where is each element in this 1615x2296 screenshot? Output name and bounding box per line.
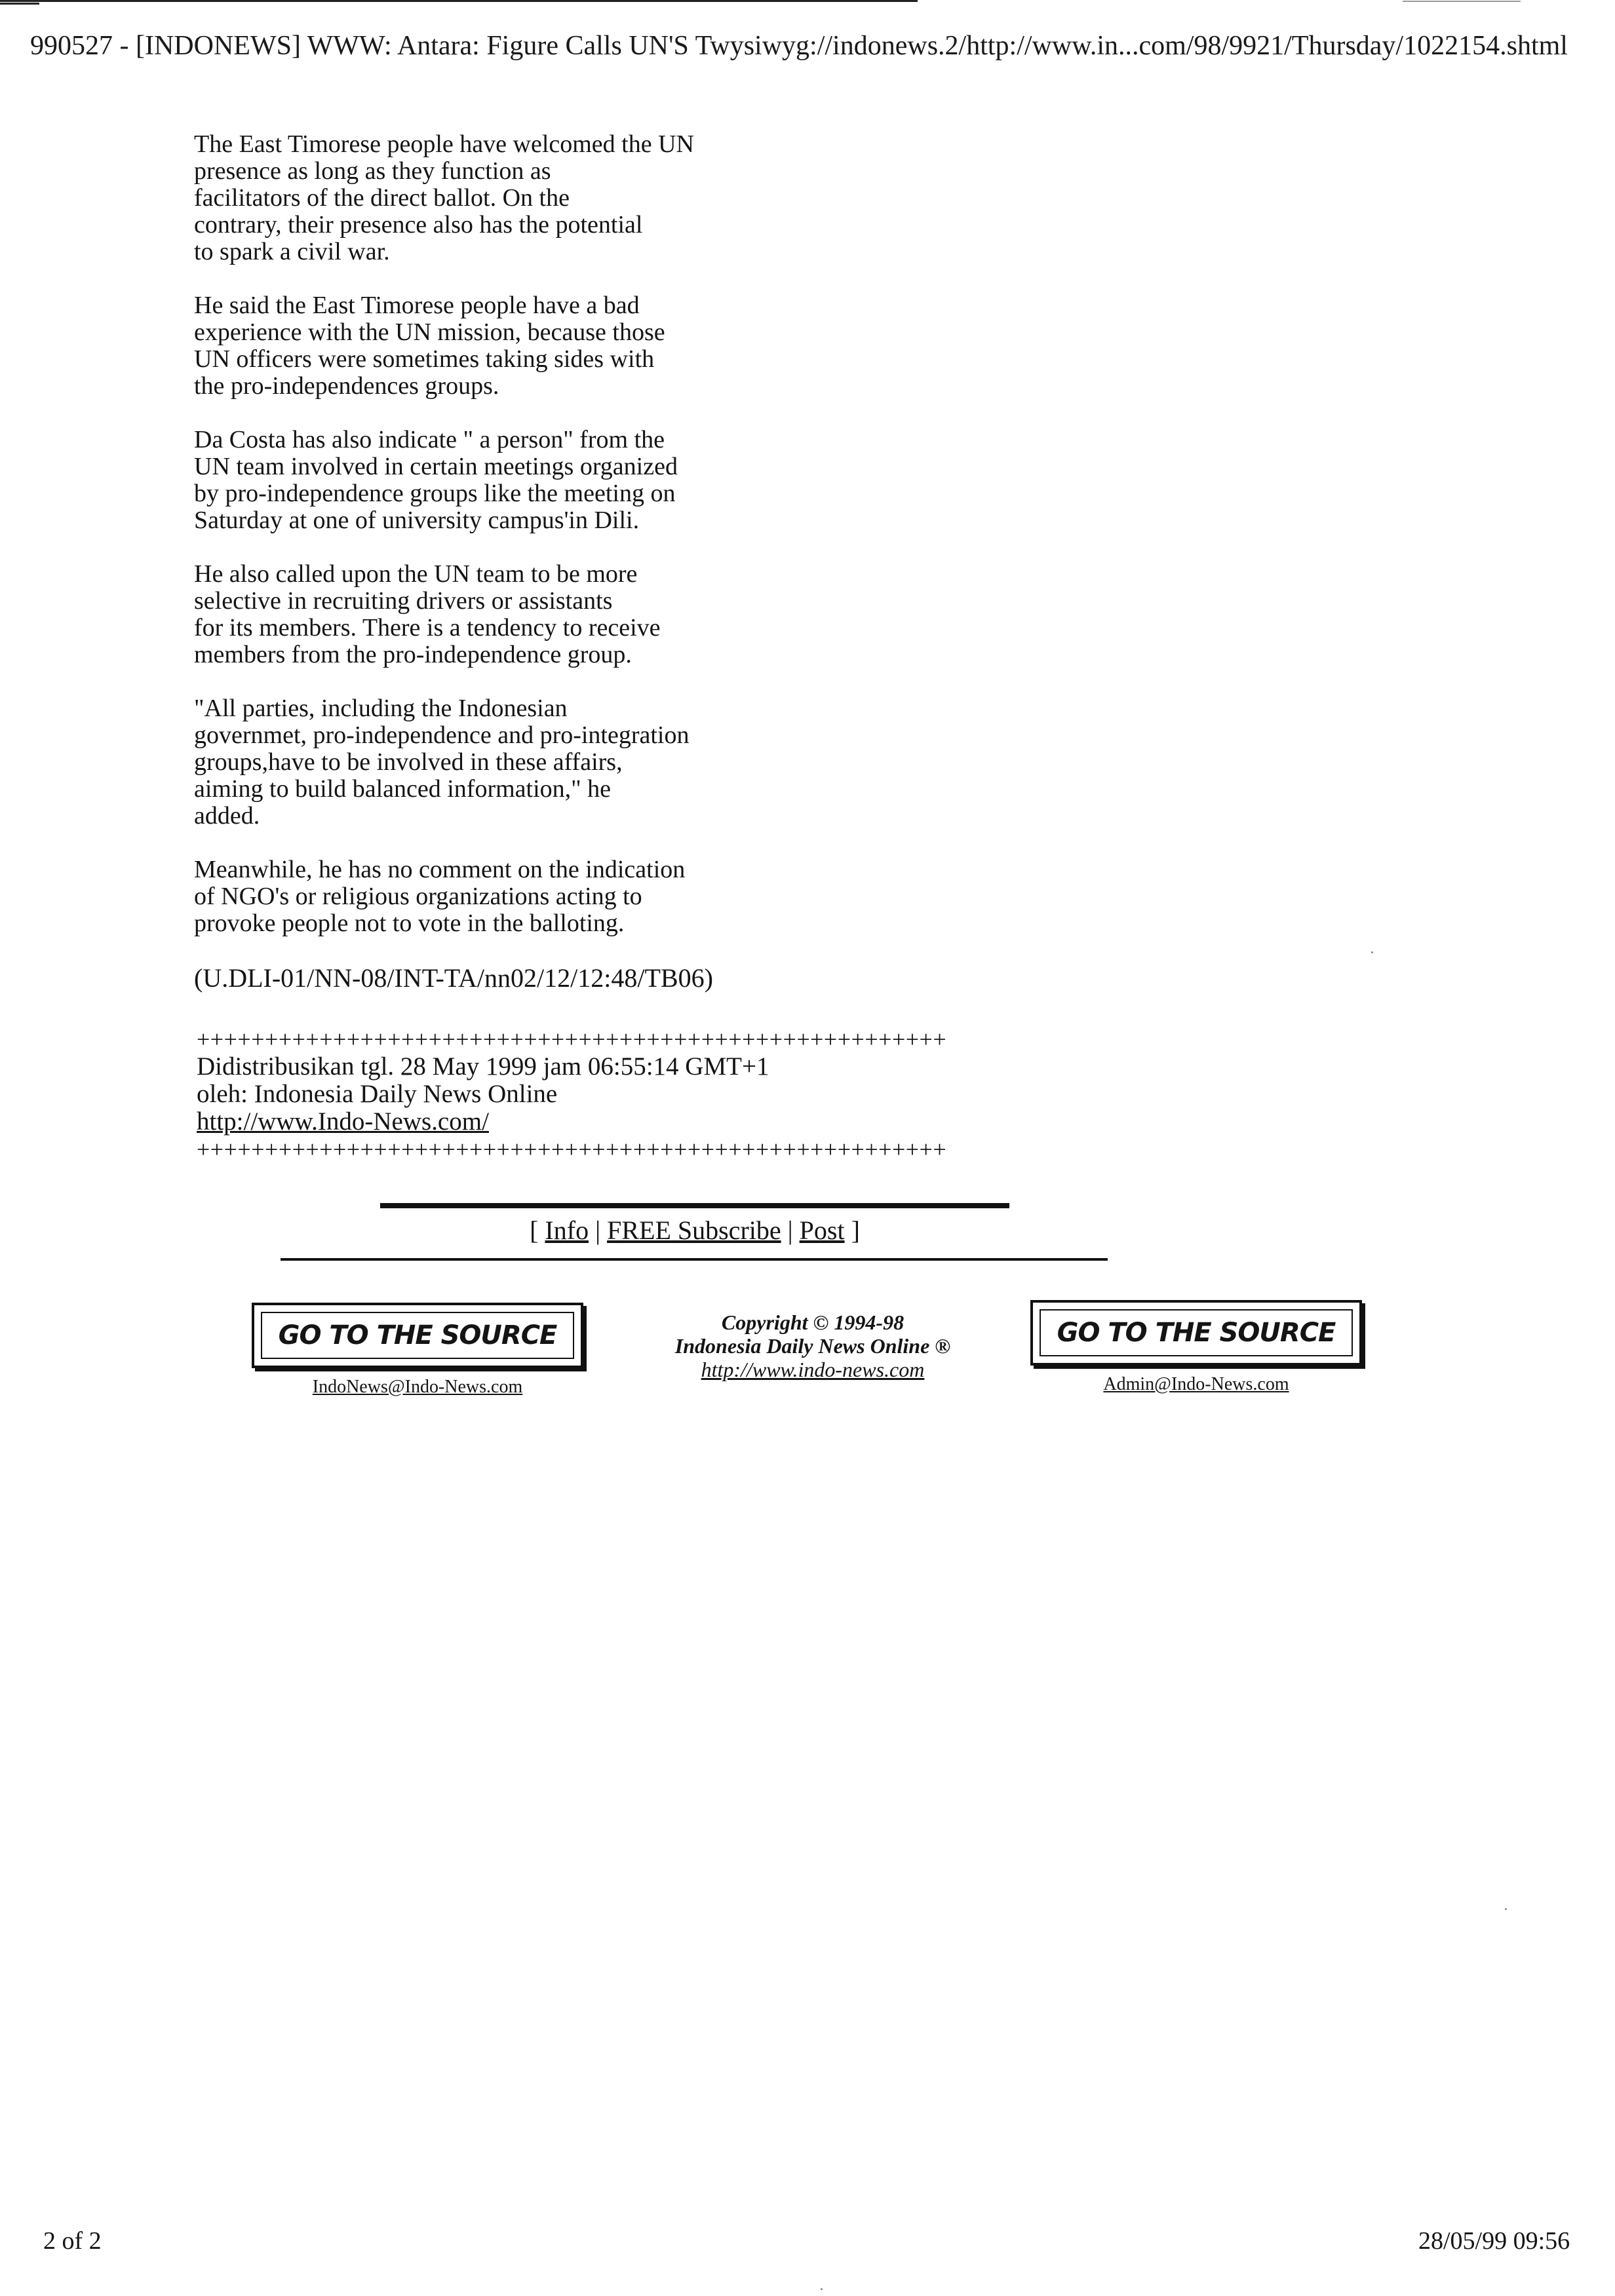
copyright-block (629, 1311, 996, 1381)
scan-speck (1371, 951, 1373, 953)
nav-separator: | (589, 1215, 608, 1245)
nav-bracket-close: ] (844, 1215, 860, 1245)
distribution-source: oleh: Indonesia Daily News Online (197, 1080, 558, 1108)
divider-thin (281, 1258, 1108, 1261)
text-line: for its members. There is a tendency to receive (194, 614, 661, 641)
page-number: 2 of 2 (43, 2227, 102, 2255)
text-line: to spark a civil war. (194, 238, 390, 265)
text-line: the pro-independences groups. (194, 372, 499, 400)
nav-bracket-open: [ (530, 1215, 545, 1245)
text-line: Saturday at one of university campus'in Dili. (194, 507, 640, 534)
separator-plus-line: +++++++++++++++++++++++++++++++++++++++++++++++++++++++ (197, 1026, 947, 1052)
text-line: groups,have to be involved in these affairs, (194, 748, 623, 776)
text-line: added. (194, 802, 260, 830)
text-line: aiming to build balanced information," he (194, 775, 612, 803)
divider-thick (380, 1203, 1009, 1208)
text-line: "All parties, including the Indonesian (194, 695, 568, 722)
text-line: of NGO's or religious organizations acting to (194, 883, 642, 910)
indo-news-link[interactable]: http://www.Indo-News.com/ (197, 1107, 489, 1136)
copyright-years: Copyright © 1994-98 (721, 1311, 905, 1334)
text-line: He also called upon the UN team to be more (194, 560, 638, 588)
text-line: UN team involved in certain meetings organized (194, 453, 678, 480)
text-line: members from the pro-independence group. (194, 641, 632, 668)
print-datetime: 28/05/99 09:56 (1418, 2227, 1570, 2255)
go-to-source-button-left[interactable] (252, 1303, 583, 1368)
go-to-source-button-right[interactable] (1030, 1300, 1362, 1366)
nav-separator: | (781, 1215, 800, 1245)
article-paragraph (194, 292, 849, 400)
distribution-date: Didistribusikan tgl. 28 May 1999 jam 06:55:14 GMT+1 (197, 1052, 769, 1081)
text-line: The East Timorese people have welcomed the UN (194, 130, 694, 158)
separator-plus-line: +++++++++++++++++++++++++++++++++++++++++++++++++++++++ (197, 1136, 947, 1162)
text-line: by pro-independence groups like the meeting on (194, 480, 676, 507)
article-paragraph (194, 695, 849, 830)
info-link[interactable]: Info (545, 1215, 589, 1245)
nav-links (380, 1214, 1009, 1248)
text-line: experience with the UN mission, because those (194, 318, 665, 346)
article-paragraph (194, 561, 849, 668)
text-line: He said the East Timorese people have a bad (194, 292, 640, 319)
go-to-source-label: GO TO THE SOURCE (1057, 1318, 1336, 1348)
scan-speck (821, 2288, 823, 2290)
article-paragraph (194, 131, 849, 265)
text-line: contrary, their presence also has the potential (194, 211, 643, 239)
page-header-title: 990527 - [INDONEWS] WWW: Antara: Figure Calls UN'S Twysiwyg://indonews.2/http://www.in...com/98/9921/Thursday/1022154.shtml (30, 31, 1568, 61)
text-line: UN officers were sometimes taking sides with (194, 345, 655, 373)
top-border-rule (0, 0, 1615, 7)
copyright-owner: Indonesia Daily News Online ® (674, 1334, 951, 1358)
distribution-block (197, 1025, 1049, 1163)
text-line: provoke people not to vote in the balloting. (194, 909, 625, 937)
email-link-admin[interactable]: Admin@Indo-News.com (1103, 1374, 1289, 1394)
text-line: selective in recruiting drivers or assistants (194, 587, 613, 615)
scan-speck (1505, 1908, 1507, 1910)
article-paragraph (194, 427, 849, 534)
text-line: Meanwhile, he has no comment on the indication (194, 856, 686, 883)
free-subscribe-link[interactable]: FREE Subscribe (607, 1215, 781, 1245)
text-line: governmet, pro-independence and pro-integration (194, 721, 690, 749)
dateline: (U.DLI-01/NN-08/INT-TA/nn02/12/12:48/TB06) (194, 963, 713, 993)
article-body (194, 131, 849, 1014)
copyright-url-link[interactable]: http://www.indo-news.com (701, 1358, 925, 1381)
post-link[interactable]: Post (799, 1215, 845, 1245)
article-paragraph (194, 856, 849, 937)
text-line: Da Costa has also indicate " a person" from the (194, 426, 665, 453)
go-to-source-label: GO TO THE SOURCE (278, 1320, 557, 1350)
email-link-indonews[interactable]: IndoNews@Indo-News.com (312, 1377, 523, 1397)
text-line: presence as long as they function as (194, 157, 551, 185)
text-line: facilitators of the direct ballot. On the (194, 184, 570, 212)
